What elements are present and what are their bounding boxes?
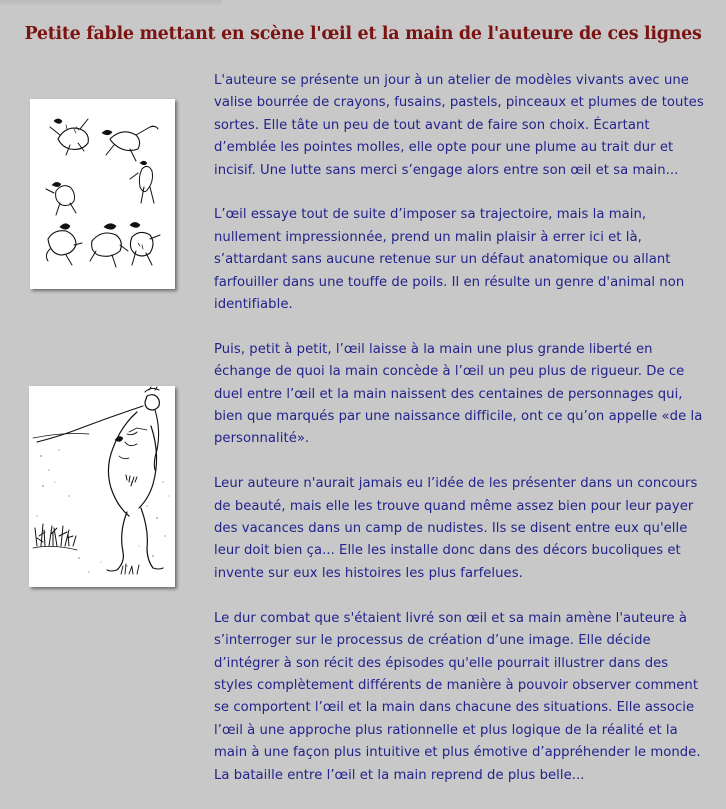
text-line: l’œil à une approche plus rationnelle et plus logique de la réalité et la bbox=[214, 722, 678, 738]
text-line: sortes. Elle tâte un peu de tout avant de faire son choix. Écartant bbox=[214, 117, 650, 133]
paragraph-4 bbox=[214, 473, 714, 585]
text-line: L'auteure se présente un jour à un atelier de modèles vivants avec une bbox=[214, 73, 689, 88]
text-line: bien que marqués par une naissance difficile, ont ce qu’on appelle «de la bbox=[214, 409, 703, 425]
text-line: main à une façon plus intuitive et plus émotive d’appréhender le monde. bbox=[214, 745, 701, 761]
sketch-figures-illustration bbox=[30, 99, 175, 289]
text-line: duel entre l’œil et la main naissent des centaines de personnages qui, bbox=[214, 386, 683, 402]
text-line: d’intégrer à son récit des épisodes qu'elle pourrait illustrer dans des bbox=[214, 655, 669, 671]
text-line: invente sur eux les histoires les plus farfelues. bbox=[214, 565, 523, 581]
text-line: échange de quoi la main concède à l’œil un peu plus de rigueur. De ce bbox=[214, 364, 685, 380]
paragraph-5 bbox=[214, 608, 714, 787]
text-line: identifiable. bbox=[214, 297, 293, 313]
text-line: La bataille entre l’œil et la main reprend de plus belle... bbox=[214, 767, 585, 783]
paragraph-3 bbox=[214, 339, 714, 451]
text-line: se comportent l’œil et la main dans chacune des situations. Elle associe bbox=[214, 700, 695, 716]
text-line: valise bourrée de crayons, fusains, pastels, pinceaux et plumes de toutes bbox=[214, 95, 704, 111]
text-line: farfouiller dans une touffe de poils. Il en résulte un genre d'animal non bbox=[214, 274, 685, 290]
paragraph-1 bbox=[214, 70, 714, 182]
text-line: s’interroger sur le processus de création d’une image. Elle décide bbox=[214, 633, 651, 649]
page-title: Petite fable mettant en scène l'œil et la main de l'auteure de ces lignes bbox=[24, 23, 702, 44]
text-line: des vacances dans un camp de nudistes. Ils se disent entre eux qu'elle bbox=[214, 521, 688, 537]
text-line: leur doit bien ça... Elle les installe donc dans des décors bucoliques et bbox=[214, 543, 681, 559]
text-line: incisif. Une lutte sans merci s’engage alors entre son œil et sa main... bbox=[214, 162, 679, 178]
text-line: Leur auteure n'aurait jamais eu l’idée de les présenter dans un concours bbox=[214, 476, 698, 492]
text-line: d’emblée les pointes molles, elle opte pour une plume au trait dur et bbox=[214, 140, 674, 156]
text-line: Puis, petit à petit, l’œil laisse à la main une plus grande liberté en bbox=[214, 341, 653, 357]
paragraph-2 bbox=[214, 204, 714, 316]
text-line: personnalité». bbox=[214, 431, 310, 447]
text-line: s’attardant sans aucune retenue sur un défaut anatomique ou allant bbox=[214, 252, 671, 268]
text-line: Le dur combat que s'étaient livré son œil et sa main amène l'auteure à bbox=[214, 610, 688, 626]
text-line: nullement impressionnée, prend un malin plaisir à errer ici et là, bbox=[214, 229, 642, 245]
nudist-figure-illustration bbox=[29, 386, 175, 587]
text-line: L’œil essaye tout de suite d’imposer sa trajectoire, mais la main, bbox=[214, 207, 647, 223]
text-line: styles complètement différents de manière à pouvoir observer comment bbox=[214, 677, 699, 693]
top-edge-shadow bbox=[0, 0, 222, 6]
story-text bbox=[214, 70, 714, 809]
text-line: de beauté, mais elle les trouve quand même assez bien pour leur payer bbox=[214, 498, 694, 514]
